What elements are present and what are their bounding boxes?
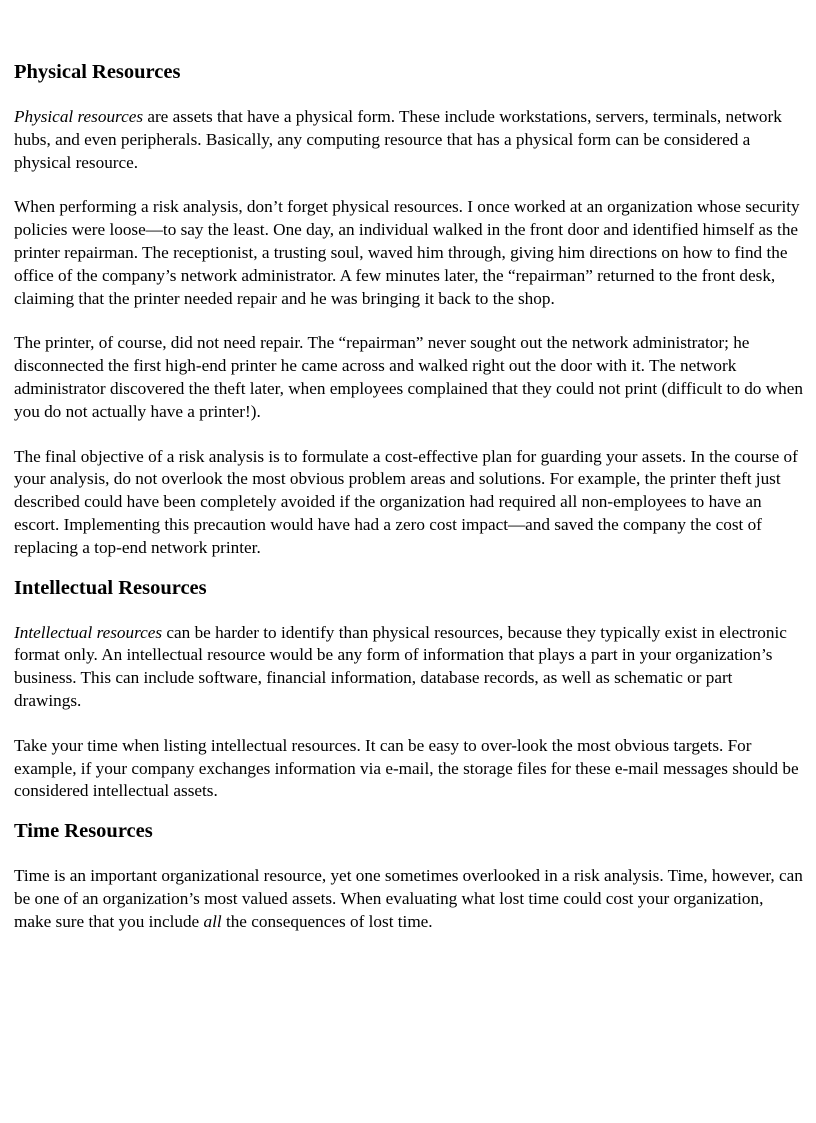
paragraph-final-objective: The final objective of a risk analysis is to formulate a cost-effective plan for guarding your assets. In the course of your analysis, do not overlook the most obvious problem areas and solutions. For example, the printer theft just described could have been completely avoided if the organization had required all non-employees to have an escort. Implementing this precaution would have had a zero cost impact—and saved the company the cost of replacing a top-end network printer.	[14, 446, 798, 557]
paragraph-printer-repairman: When performing a risk analysis, don’t forget physical resources. I once worked at an organization whose security policies were loose—to say the least. One day, an individual walked in the front door and identified himself as the printer repairman. The receptionist, a trusting soul, waved him through, giving him directions on how to find the office of the company’s network administrator. A few minutes later, the “repairman” returned to the front desk, claiming that the printer needed repair and he was bringing it back to the shop.	[14, 197, 800, 308]
paragraph-intellectual-definition: Intellectual resources can be harder to identify than physical resources, because they typically exist in electronic format only. An intellectual resource would be any form of information that plays a part in your organization’s business. This can include software, financial information, database records, as well as schematic or part drawings.	[14, 622, 787, 710]
section-heading-physical-resources: Physical Resources	[14, 61, 181, 83]
paragraph-physical-definition: Physical resources are assets that have a physical form. These include workstations, servers, terminals, network hubs, and even peripherals. Basically, any computing resource that has a physical form can be considered a physical resource.	[14, 107, 782, 172]
section-heading-intellectual-resources: Intellectual Resources	[14, 576, 207, 599]
paragraph-listing-intellectual: Take your time when listing intellectual resources. It can be easy to over-look the most obvious targets. For example, if your company exchanges information via e-mail, the storage files for these e-mail messages should be considered intellectual assets.	[14, 735, 799, 801]
emphasis-all: all	[203, 911, 222, 931]
term-intellectual-resources: Intellectual resources	[14, 622, 163, 642]
document-page	[14, 58, 804, 934]
term-physical-resources: Physical resources	[14, 107, 144, 126]
paragraph-time-resources: Time is an important organizational resource, yet one sometimes overlooked in a risk analysis. Time, however, can be one of an organization’s most valued assets. When evaluating what lost time could cost your organization, make sure that you include all the consequences of lost time.	[14, 866, 803, 931]
paragraph-printer-theft: The printer, of course, did not need repair. The “repairman” never sought out the network administrator; he disconnected the first high-end printer he came across and walked right out the door with it. The network administrator discovered the theft later, when employees complained that they could not print (difficult to do when you do not actually have a printer!).	[14, 333, 803, 421]
section-heading-time-resources: Time Resources	[14, 820, 153, 843]
